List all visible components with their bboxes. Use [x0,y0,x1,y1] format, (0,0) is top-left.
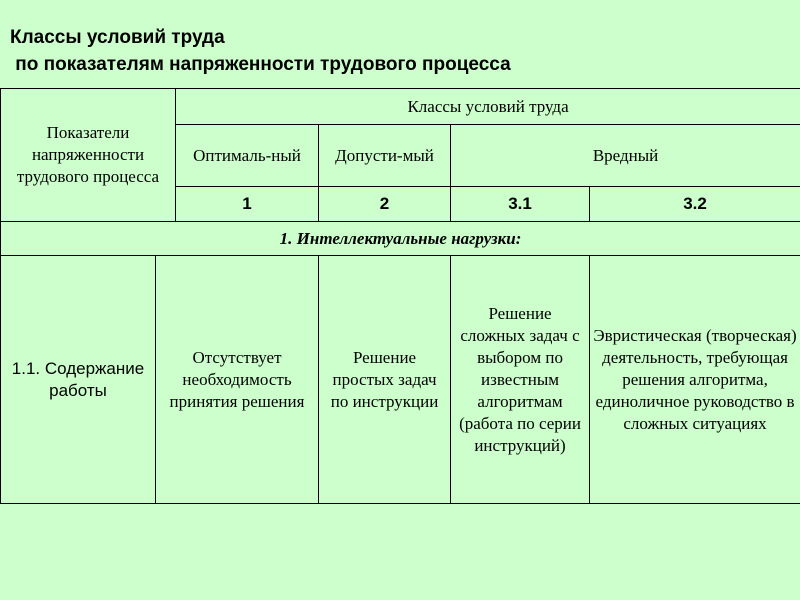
section-intellectual-loads: 1. Интеллектуальные нагрузки: [1,222,800,256]
acceptable-header: Допусти-мый [319,125,451,187]
class-number-1: 1 [176,187,319,222]
class-3-2-cell: Эвристическая (творческая) деятельность, требующая решения алгоритма, единоличное руководство в сложных ситуациях [590,256,800,504]
class-number-2: 2 [319,187,451,222]
header-row-1 [1,89,800,125]
indicators-header: Показатели напряженности трудового процесса [1,89,176,222]
title-line-1: Классы условий труда [10,27,225,48]
class-2-cell: Решение простых задач по инструкции [319,256,451,504]
classes-header: Классы условий труда [176,89,800,125]
indicator-cell: 1.1. Содержание работы [1,256,156,504]
harmful-header: Вредный [451,125,800,187]
title-line-2: по показателям напряженности трудового процесса [10,54,511,75]
section-row [1,222,800,256]
table-row [1,256,800,504]
working-conditions-table [0,88,800,504]
page-title [10,24,511,78]
class-1-cell: Отсутствует необходимость принятия решения [156,256,319,504]
class-number-3-2: 3.2 [590,187,800,222]
class-3-1-cell: Решение сложных задач с выбором по известным алгоритмам (работа по серии инструкций) [451,256,590,504]
optimal-header: Оптималь-ный [176,125,319,187]
class-number-3-1: 3.1 [451,187,590,222]
